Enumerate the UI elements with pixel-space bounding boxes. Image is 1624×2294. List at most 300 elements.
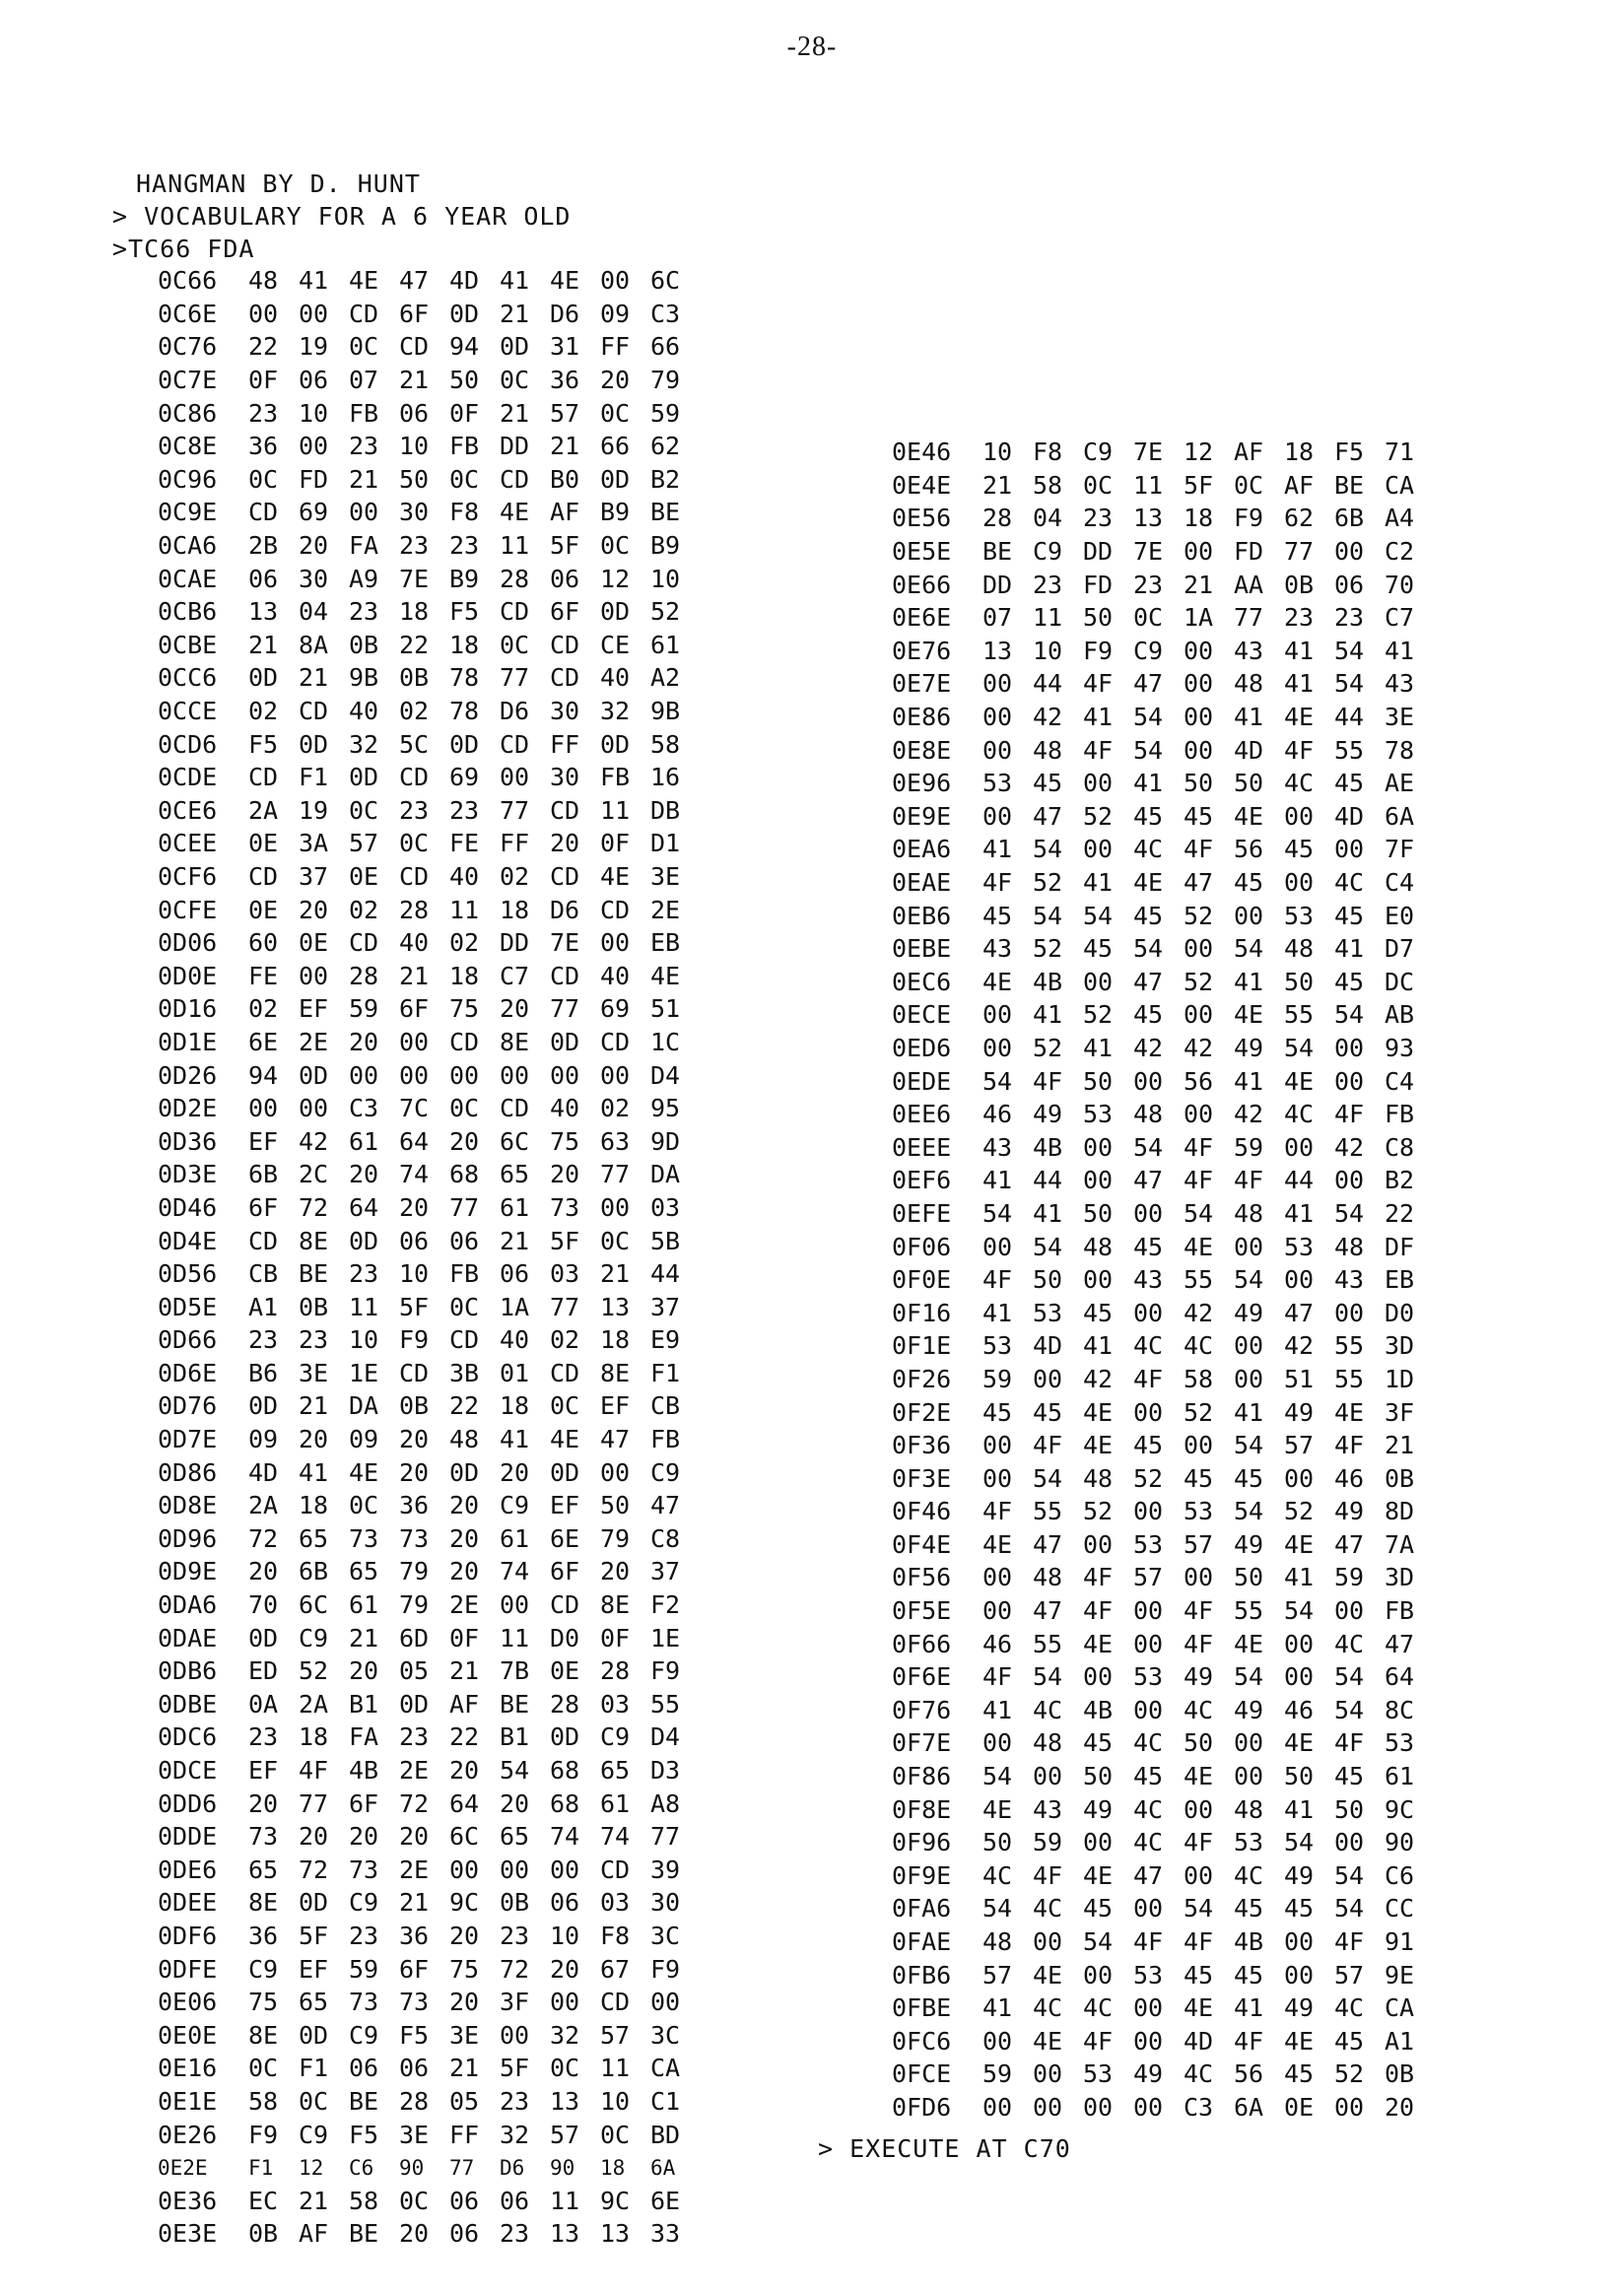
hex-address: 0F6E [892,1662,952,1692]
hex-byte: 45 [1334,901,1365,930]
hex-byte: 49 [1033,1100,1063,1129]
hex-byte: B9 [600,498,631,527]
hex-byte: 41 [1234,1397,1264,1427]
hex-byte: 0B [500,1888,530,1918]
checksum-byte: A4 [1385,504,1415,533]
hex-byte: 75 [248,1988,279,2017]
hex-byte: 0C [349,332,379,362]
hex-byte: 00 [1284,1463,1315,1493]
hex-byte: 02 [248,994,279,1024]
hex-byte: 52 [1083,801,1114,831]
hex-address: 0DC6 [158,1722,218,1752]
hex-byte: C3 [349,1094,379,1123]
hex-byte: 8E [600,1358,631,1387]
hex-byte: 31 [550,332,580,362]
hex-byte: 45 [1234,1463,1264,1493]
hex-byte: 54 [1184,1198,1214,1228]
hex-byte: 2E [399,1855,430,1884]
hex-address: 0F5E [892,1596,952,1626]
hex-row [158,1389,701,1423]
hex-byte: 49 [1184,1662,1214,1692]
hex-byte: 48 [1083,1232,1114,1261]
hex-byte: 50 [1083,1762,1114,1791]
hex-row [892,998,1435,1032]
checksum-byte: 39 [650,1855,681,1884]
checksum-byte: 6A [650,2155,676,2180]
hex-byte: 49 [1284,1993,1315,2023]
hex-byte: 1E [349,1358,379,1387]
hex-byte: 28 [349,961,379,990]
hex-byte: 18 [500,1391,530,1421]
checksum-byte: 6E [650,2186,681,2215]
hex-byte: 68 [550,1756,580,1786]
hex-address: 0CC6 [158,663,218,693]
hex-byte: 0D [248,663,279,693]
hex-row [158,893,701,926]
hex-byte: 46 [1334,1463,1365,1493]
hex-byte: 0E [349,861,379,891]
hex-row [892,733,1435,767]
hex-byte: 22 [449,1391,480,1421]
hex-byte: 73 [349,1855,379,1884]
hex-byte: 55 [1284,1000,1315,1030]
hex-row [158,1290,701,1323]
hex-address: 0FAE [892,1927,952,1957]
hex-byte: 59 [982,2059,1013,2089]
hex-byte: 42 [1234,1100,1264,1129]
hex-byte: 4E [1083,1431,1114,1460]
hex-byte: 4F [1133,1927,1164,1957]
hex-byte: 4B [1083,1695,1114,1724]
hex-byte: 13 [550,2219,580,2249]
hex-byte: 23 [248,1325,279,1355]
hex-byte: 54 [1033,835,1063,864]
hex-address: 0D56 [158,1259,218,1289]
hex-byte: 4C [982,1860,1013,1890]
hex-byte: C7 [500,961,530,990]
hex-row [158,1357,701,1390]
hex-byte: 4F [1334,1100,1365,1129]
hex-address: 0F1E [892,1331,952,1361]
hex-byte: 4C [1133,1794,1164,1824]
checksum-byte: 8C [1385,1695,1415,1724]
hex-byte: 4E [1284,703,1315,732]
hex-byte: 47 [399,266,430,296]
hex-byte: 20 [349,1656,379,1686]
hex-byte: B6 [248,1358,279,1387]
hex-address: 0E46 [892,438,952,467]
hex-byte: 4F [1133,1364,1164,1393]
hex-byte: 55 [1184,1265,1214,1295]
hex-byte: 1A [500,1292,530,1321]
hex-byte: 4C [1033,1695,1063,1724]
hex-byte: 52 [1133,1463,1164,1493]
hex-byte: 54 [1133,703,1164,732]
hex-byte: 44 [1033,1166,1063,1195]
hex-byte: 48 [1234,1794,1264,1824]
checksum-byte: E9 [650,1325,681,1355]
hex-address: 0ECE [892,1000,952,1030]
hex-address: 0E06 [158,1988,218,2017]
hex-byte: D6 [500,2155,525,2180]
hex-byte: 00 [1284,1960,1315,1990]
hex-byte: 4C [1133,1728,1164,1758]
hex-row [892,1429,1435,1462]
hex-byte: 45 [1133,1431,1164,1460]
hex-row [158,595,701,629]
hex-byte: FD [299,464,329,494]
hex-address: 0EEE [892,1132,952,1162]
checksum-byte: 9D [650,1126,681,1156]
hex-byte: 5F [550,1226,580,1255]
hex-row [158,860,701,894]
hex-address: 0D96 [158,1523,218,1553]
hex-byte: 4C [1284,769,1315,798]
hex-byte: 47 [1133,1860,1164,1890]
hex-byte: 09 [248,1425,279,1454]
hex-byte: 74 [550,1822,580,1852]
hex-byte: 00 [248,299,279,328]
hex-byte: EF [600,1391,631,1421]
hex-byte: 4C [1334,868,1365,898]
hex-byte: 48 [1234,1198,1264,1228]
hex-byte: 4F [982,1662,1013,1692]
checksum-byte: 5B [650,1226,681,1255]
hex-byte: 41 [1284,1563,1315,1592]
hex-byte: 55 [1234,1596,1264,1626]
hex-byte: AF [299,2219,329,2249]
hex-byte: 54 [1234,1431,1264,1460]
hex-byte: 41 [1284,1198,1315,1228]
hex-byte: 0C [550,1391,580,1421]
hex-byte: 69 [600,994,631,1024]
hex-byte: 59 [349,1954,379,1984]
hex-address: 0D16 [158,994,218,1024]
hex-address: 0C96 [158,464,218,494]
hex-dump-right-column [892,436,1435,2124]
hex-byte: 11 [600,2054,631,2083]
hex-byte: 00 [299,299,329,328]
hex-byte: 02 [399,697,430,726]
hex-byte: 21 [500,398,530,428]
hex-byte: 68 [449,1160,480,1189]
hex-address: 0CDE [158,763,218,792]
checksum-byte: C8 [650,1523,681,1553]
hex-byte: 54 [1334,1695,1365,1724]
hex-byte: 02 [248,697,279,726]
hex-row [892,635,1435,668]
hex-byte: 57 [982,1960,1013,1990]
hex-byte: 55 [1334,735,1365,765]
hex-byte: 07 [349,366,379,395]
hex-byte: 20 [299,531,329,561]
hex-byte: 6F [248,1192,279,1222]
hex-row [158,2217,701,2251]
hex-byte: 19 [299,332,329,362]
checksum-byte: C7 [1385,603,1415,633]
hex-byte: 23 [500,2219,530,2249]
hex-byte: 4E [1184,1232,1214,1261]
hex-byte: AF [1284,470,1315,500]
hex-byte: 21 [299,2186,329,2215]
hex-byte: 47 [1133,967,1164,996]
hex-byte: FD [1234,537,1264,567]
hex-address: 0EA6 [892,835,952,864]
hex-row [158,1224,701,1257]
hex-address: 0D9E [158,1557,218,1586]
hex-byte: 28 [399,2086,430,2116]
hex-byte: F5 [349,2120,379,2149]
hex-byte: 44 [1033,669,1063,699]
hex-byte: BE [349,2086,379,2116]
hex-byte: 49 [1234,1529,1264,1559]
hex-byte: 00 [399,1060,430,1090]
hex-byte: 00 [299,961,329,990]
checksum-byte: 3C [650,2020,681,2050]
hex-row [158,1489,701,1522]
hex-byte: 77 [550,994,580,1024]
hex-byte: 00 [600,1192,631,1222]
hex-byte: 19 [299,795,329,825]
hex-byte: 41 [500,266,530,296]
hex-byte: 00 [449,1855,480,1884]
hex-byte: 50 [1234,769,1264,798]
checksum-byte: 6C [650,266,681,296]
hex-byte: FD [1083,570,1114,599]
hex-byte: CE [600,630,631,659]
hex-byte: EC [248,2186,279,2215]
hex-byte: 0E [299,928,329,958]
hex-byte: 54 [1033,1232,1063,1261]
hex-address: 0F66 [892,1629,952,1658]
hex-byte: 4E [349,1457,379,1487]
hex-byte: FB [349,398,379,428]
hex-byte: D6 [500,697,530,726]
hex-byte: 73 [399,1523,430,1553]
checksum-byte: 52 [650,597,681,627]
hex-address: 0EC6 [892,967,952,996]
checksum-byte: 21 [1385,1431,1415,1460]
hex-byte: 4F [1184,1596,1214,1626]
checksum-byte: 71 [1385,438,1415,467]
checksum-byte: 00 [650,1988,681,2017]
hex-byte: 53 [1133,1662,1164,1692]
checksum-byte: 3E [650,861,681,891]
hex-address: 0C76 [158,332,218,362]
hex-address: 0E4E [892,470,952,500]
hex-byte: 45 [1083,1894,1114,1923]
hex-byte: 54 [1133,934,1164,964]
hex-address: 0CCE [158,697,218,726]
hex-byte: 41 [1284,669,1315,699]
hex-byte: 20 [500,1788,530,1818]
hex-byte: 0D [449,729,480,759]
hex-byte: 56 [1184,1066,1214,1096]
hex-byte: 4F [1184,1132,1214,1162]
hex-byte: 4F [1033,1431,1063,1460]
hex-byte: 00 [1133,1695,1164,1724]
hex-address: 0EF6 [892,1166,952,1195]
hex-byte: 00 [550,1855,580,1884]
hex-byte: 00 [1083,1828,1114,1857]
hex-byte: 36 [399,1921,430,1950]
hex-byte: 3E [299,1358,329,1387]
hex-byte: 41 [1083,1033,1114,1062]
hex-address: 0DEE [158,1888,218,1918]
hex-byte: B1 [349,1689,379,1719]
hex-byte: 03 [600,1888,631,1918]
hex-row [158,2151,701,2185]
hex-byte: 21 [550,432,580,461]
hex-row [892,535,1435,569]
hex-byte: 2A [299,1689,329,1719]
hex-address: 0F16 [892,1298,952,1327]
hex-byte: 00 [1133,2092,1164,2122]
hex-row [158,992,701,1026]
hex-byte: BE [349,2219,379,2249]
hex-row [158,1026,701,1059]
hex-address: 0F06 [892,1232,952,1261]
hex-byte: 55 [1334,1364,1365,1393]
hex-byte: 4F [1033,1860,1063,1890]
hex-byte: CD [349,299,379,328]
hex-byte: 45 [1083,934,1114,964]
hex-byte: 00 [1033,2092,1063,2122]
hex-row [158,496,701,529]
hex-byte: 20 [399,1192,430,1222]
hex-byte: 13 [248,597,279,627]
hex-byte: 49 [1334,1497,1365,1526]
hex-byte: 0C [600,1226,631,1255]
hex-byte: 0B [248,2219,279,2249]
hex-byte: 2C [299,1160,329,1189]
hex-byte: 20 [248,1788,279,1818]
hex-byte: 00 [1133,1993,1164,2023]
hex-byte: CD [500,1094,530,1123]
hex-byte: 48 [1083,1463,1114,1493]
hex-byte: 36 [248,1921,279,1950]
hex-byte: 0B [1284,570,1315,599]
hex-row [892,1726,1435,1760]
hex-address: 0F0E [892,1265,952,1295]
hex-row [158,1886,701,1920]
hex-byte: 00 [982,1431,1013,1460]
checksum-byte: 66 [650,332,681,362]
hex-byte: 59 [982,1364,1013,1393]
hex-byte: 4F [1184,1927,1214,1957]
hex-byte: FE [449,829,480,858]
hex-byte: 55 [1033,1497,1063,1526]
hex-byte: 4E [550,1425,580,1454]
checksum-byte: CB [650,1391,681,1421]
hex-byte: 54 [1033,1662,1063,1692]
hex-byte: C9 [299,2120,329,2149]
hex-byte: 00 [349,1060,379,1090]
checksum-byte: A8 [650,1788,681,1818]
hex-byte: CD [399,1358,430,1387]
hex-byte: 00 [1334,1596,1365,1626]
hex-byte: 20 [550,1160,580,1189]
hex-byte: 42 [1033,703,1063,732]
hex-byte: 00 [399,1027,430,1056]
hex-address: 0D0E [158,961,218,990]
checksum-byte: CC [1385,1894,1415,1923]
hex-byte: 61 [600,1788,631,1818]
hex-byte: 0E [1284,2092,1315,2122]
hex-byte: 45 [1184,1960,1214,1990]
checksum-byte: D0 [1385,1298,1415,1327]
hex-byte: 4E [1083,1397,1114,1427]
checksum-byte: 22 [1385,1198,1415,1228]
hex-byte: 4F [982,868,1013,898]
hex-byte: 23 [449,795,480,825]
hex-byte: 52 [1334,2059,1365,2089]
hex-byte: 48 [1033,735,1063,765]
hex-byte: D6 [550,299,580,328]
hex-row [158,2018,701,2052]
hex-byte: 7E [399,564,430,593]
hex-byte: 13 [982,636,1013,665]
hex-byte: 45 [1284,2059,1315,2089]
hex-byte: CD [550,1590,580,1620]
hex-byte: 70 [248,1590,279,1620]
checksum-byte: 33 [650,2219,681,2249]
hex-byte: FF [500,829,530,858]
checksum-byte: 55 [650,1689,681,1719]
checksum-byte: 3D [1385,1331,1415,1361]
hex-byte: 7E [1133,537,1164,567]
hex-byte: CD [600,1855,631,1884]
hex-address: 0E26 [158,2120,218,2149]
hex-byte: BE [299,1259,329,1289]
hex-byte: 64 [449,1788,480,1818]
hex-address: 0F96 [892,1828,952,1857]
hex-byte: 00 [550,1060,580,1090]
hex-byte: 23 [248,1722,279,1752]
hex-byte: F1 [299,763,329,792]
hex-byte: 00 [1184,1860,1214,1890]
hex-address: 0CAE [158,564,218,593]
hex-byte: 45 [1184,1463,1214,1493]
hex-byte: 21 [449,2054,480,2083]
hex-byte: 06 [399,2054,430,2083]
checksum-byte: B9 [650,531,681,561]
hex-byte: 6B [299,1557,329,1586]
hex-byte: 4C [1334,1629,1365,1658]
hex-byte: 4E [1083,1860,1114,1890]
hex-byte: 00 [1184,636,1214,665]
hex-byte: 57 [550,2120,580,2149]
hex-address: 0E36 [158,2186,218,2215]
hex-byte: 4F [1234,1166,1264,1195]
hex-byte: 73 [248,1822,279,1852]
hex-byte: C9 [299,1623,329,1653]
hex-byte: 21 [600,1259,631,1289]
checksum-byte: BE [650,498,681,527]
hex-row [158,2085,701,2119]
hex-byte: 5F [550,531,580,561]
hex-address: 0DAE [158,1623,218,1653]
hex-byte: 4F [1334,1431,1365,1460]
hex-row [158,1854,701,1887]
hex-byte: 7E [550,928,580,958]
hex-byte: 00 [1284,1265,1315,1295]
hex-byte: 72 [399,1788,430,1818]
hex-byte: 0C [600,2120,631,2149]
hex-address: 0F4E [892,1529,952,1559]
hex-row [158,926,701,960]
hex-byte: 00 [600,1457,631,1487]
